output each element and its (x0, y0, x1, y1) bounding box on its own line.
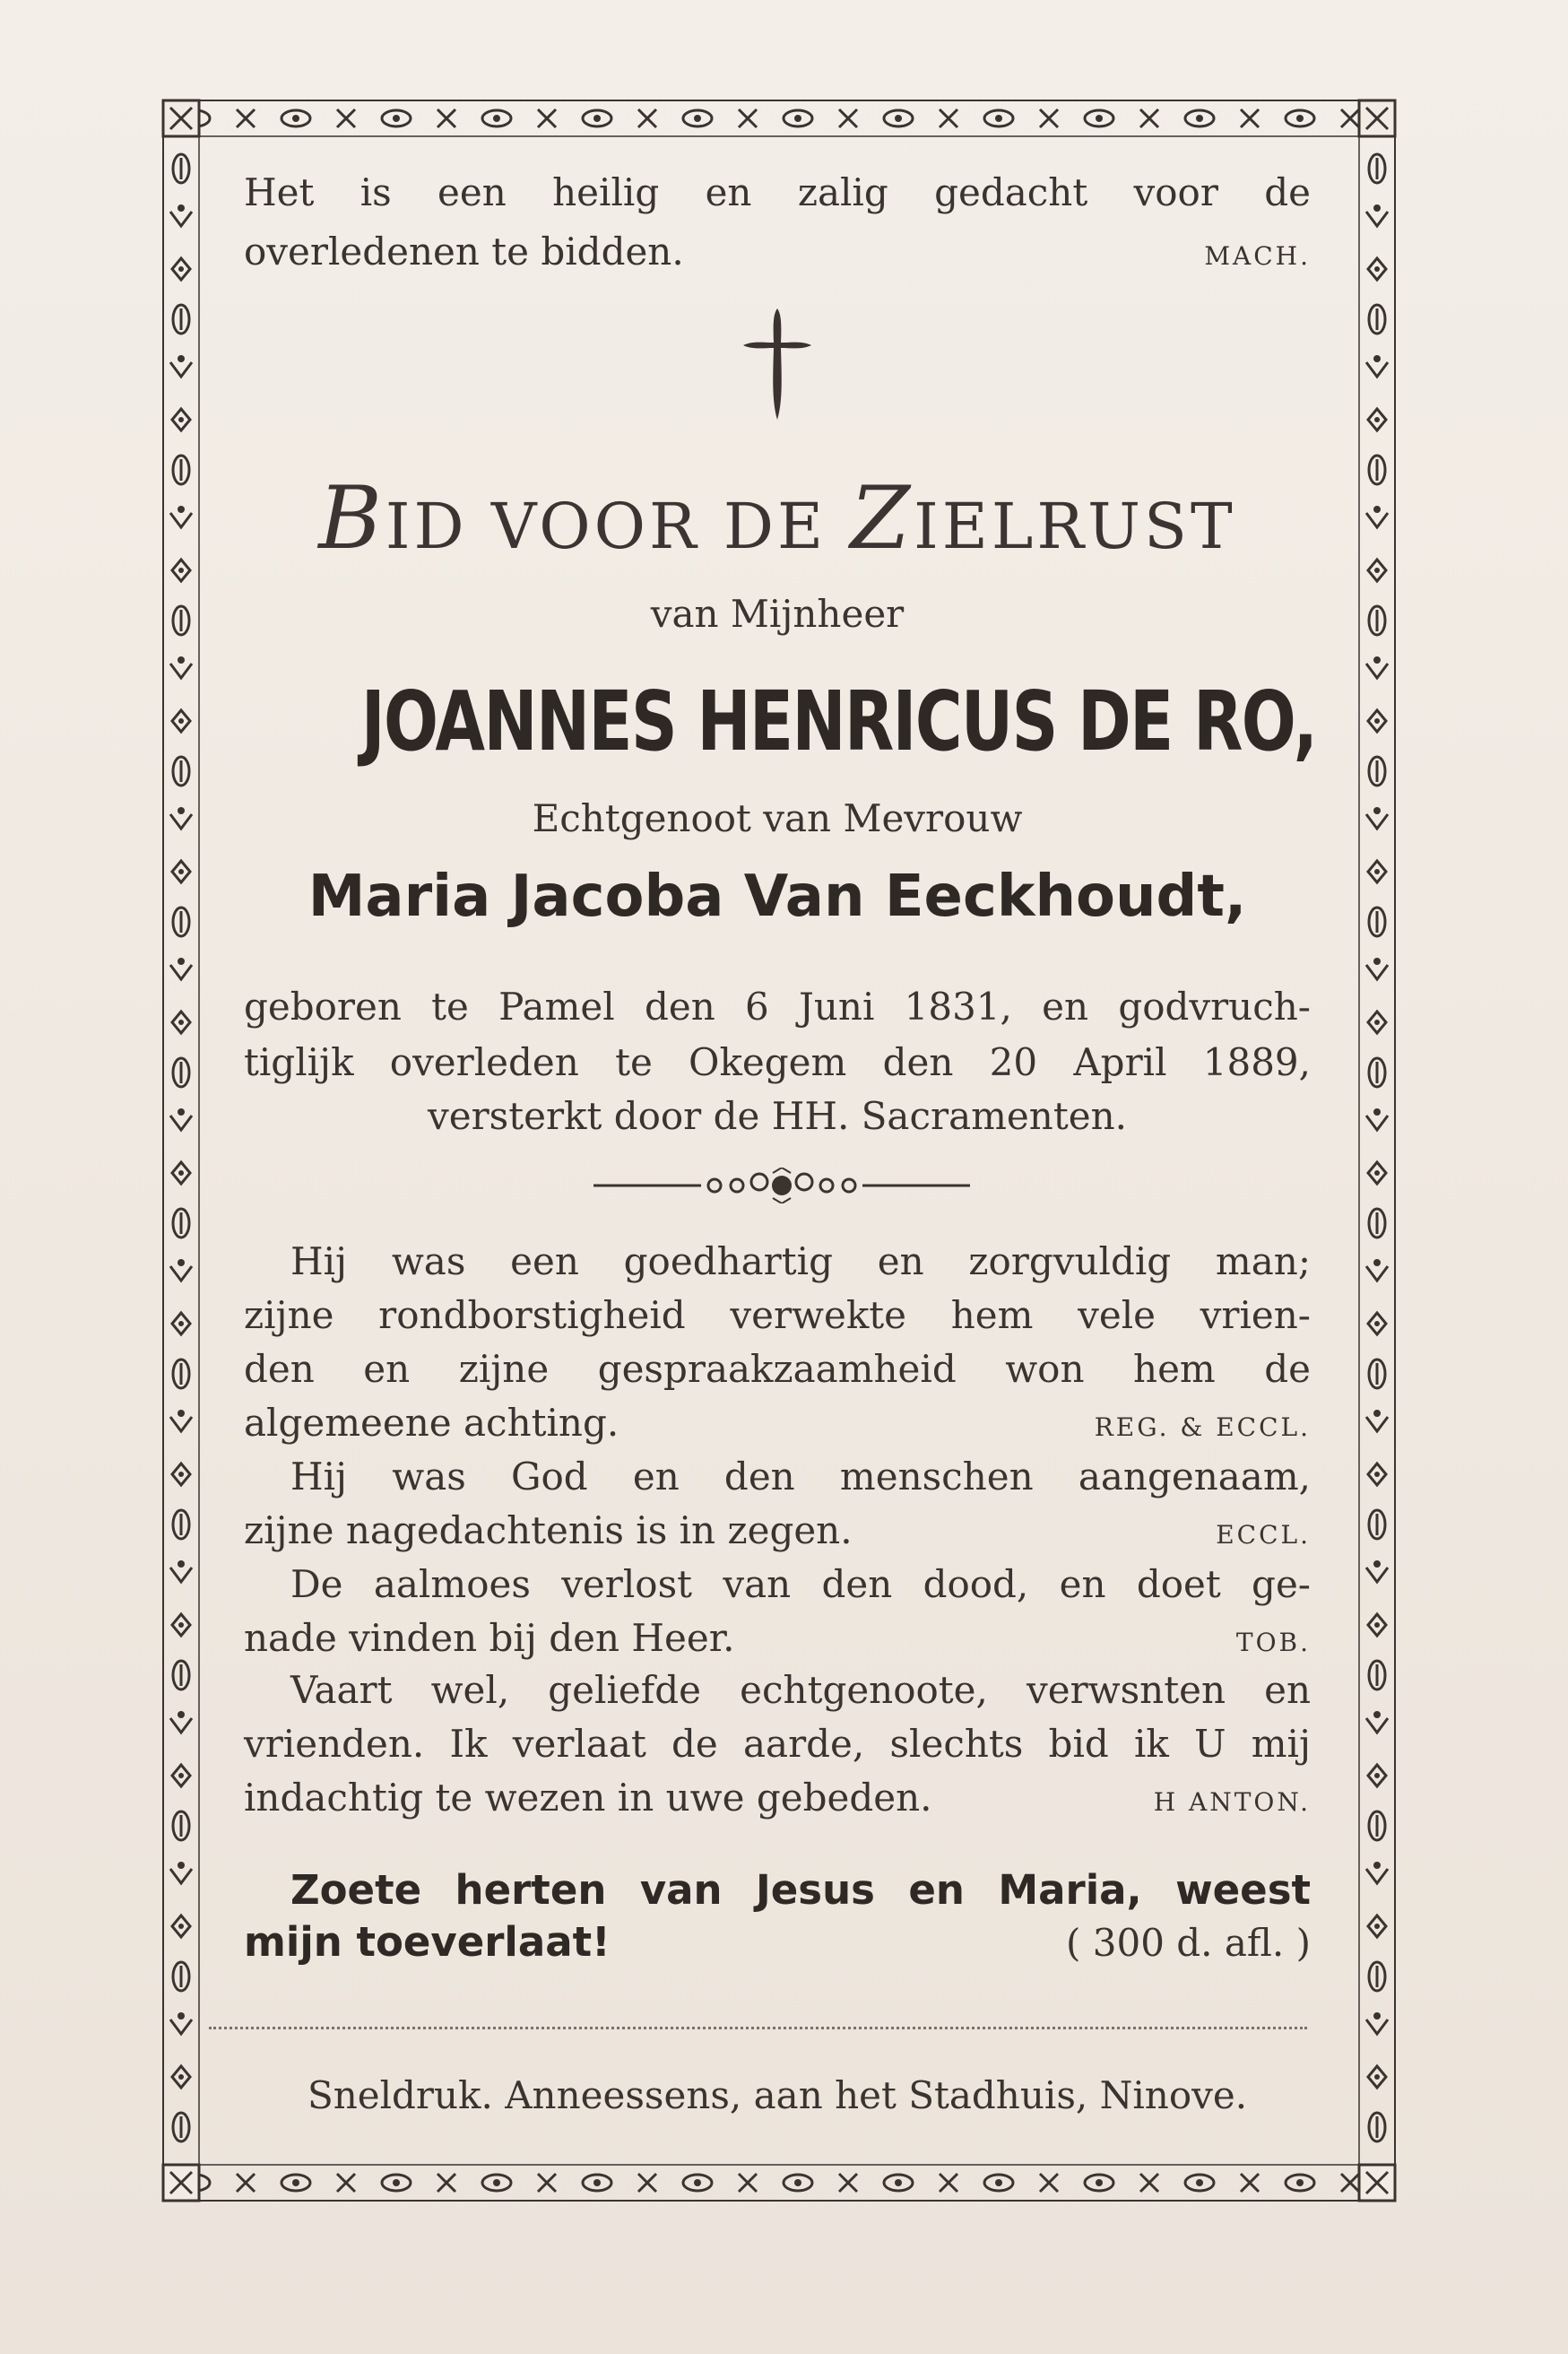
verse-2-line-1: Hij was God en den menschen aangenaam, (290, 1455, 1311, 1498)
verse-3-line-1: De aalmoes verlost van den dood, en doet ge- (290, 1562, 1311, 1606)
verse-1-source: REG. & ECCL. (1094, 1412, 1311, 1442)
epigraph-line-2 (244, 230, 1311, 279)
prayer-text: mijn toeverlaat! (244, 1918, 611, 1966)
prayer-line-2 (244, 1917, 1311, 1968)
verse-4-line-3 (244, 1776, 1311, 1825)
deceased-name: JOANNES HENRICUS DE RO, (360, 673, 1317, 769)
spouse-intro: Echtgenoot van Mevrouw (532, 796, 1023, 840)
life-line-3: versterkt door de HH. Sacramenten. (428, 1094, 1127, 1138)
prayer-line-1: Zoete herten van Jesus en Maria, weest (290, 1866, 1311, 1914)
verse-3-last: nade vinden bij den Heer. (244, 1616, 735, 1660)
verse-4-line-2: vrienden. Ik verlaat de aarde, slechts bid ik U mij (244, 1722, 1311, 1766)
epigraph-source: MACH. (1204, 241, 1311, 271)
printer-imprint: Sneldruk. Anneessens, aan het Stadhuis, Ninove. (307, 2073, 1248, 2117)
verse-3-source: TOB. (1235, 1628, 1311, 1657)
life-line-2: tiglijk overleden te Okegem den 20 April 1889, (244, 1040, 1311, 1084)
verse-4-last: indachtig te wezen in uwe gebeden. (244, 1776, 932, 1820)
cross-icon (741, 307, 813, 421)
verse-4-source: H ANTON. (1153, 1787, 1311, 1817)
ornament-divider-icon (593, 1168, 970, 1203)
spouse-name: Maria Jacoba Van Eeckhoudt, (308, 864, 1247, 930)
dotted-separator (209, 2027, 1307, 2029)
heading-initial-b: B (318, 468, 386, 569)
verse-2-last: zijne nagedachtenis is in zegen. (244, 1508, 853, 1552)
verse-2-source: ECCL. (1216, 1520, 1311, 1550)
prayer-indulgence: ( 300 d. afl. ) (1066, 1921, 1311, 1965)
epigraph-line-1: Het is een heilig en zalig gedacht voor de (244, 170, 1311, 214)
verse-1-line-2: zijne rondborstigheid verwekte hem vele vrien- (244, 1293, 1311, 1337)
van-mijnheer: van Mijnheer (650, 592, 905, 636)
life-line-1: geboren te Pamel den 6 Juni 1831, en godvruch- (244, 985, 1311, 1029)
verse-1-line-4 (244, 1401, 1311, 1450)
heading-text-1: ID VOOR DE (385, 490, 851, 563)
verse-1-line-3: den en zijne gespraakzaamheid won hem de (244, 1347, 1311, 1391)
heading-initial-z: Z (850, 468, 914, 569)
verse-1-last: algemeene achting. (244, 1401, 619, 1445)
verse-4-line-1: Vaart wel, geliefde echtgenoote, verwsnten en (290, 1668, 1311, 1712)
verse-2-line-2 (244, 1508, 1311, 1558)
heading-bid-voor-de-zielrust (244, 468, 1311, 569)
verse-1-line-1: Hij was een goedhartig en zorgvuldig man; (290, 1239, 1311, 1283)
verse-3-line-2 (244, 1616, 1311, 1665)
epigraph-text: overledenen te bidden. (244, 230, 684, 274)
heading-text-2: IELRUST (914, 490, 1236, 563)
